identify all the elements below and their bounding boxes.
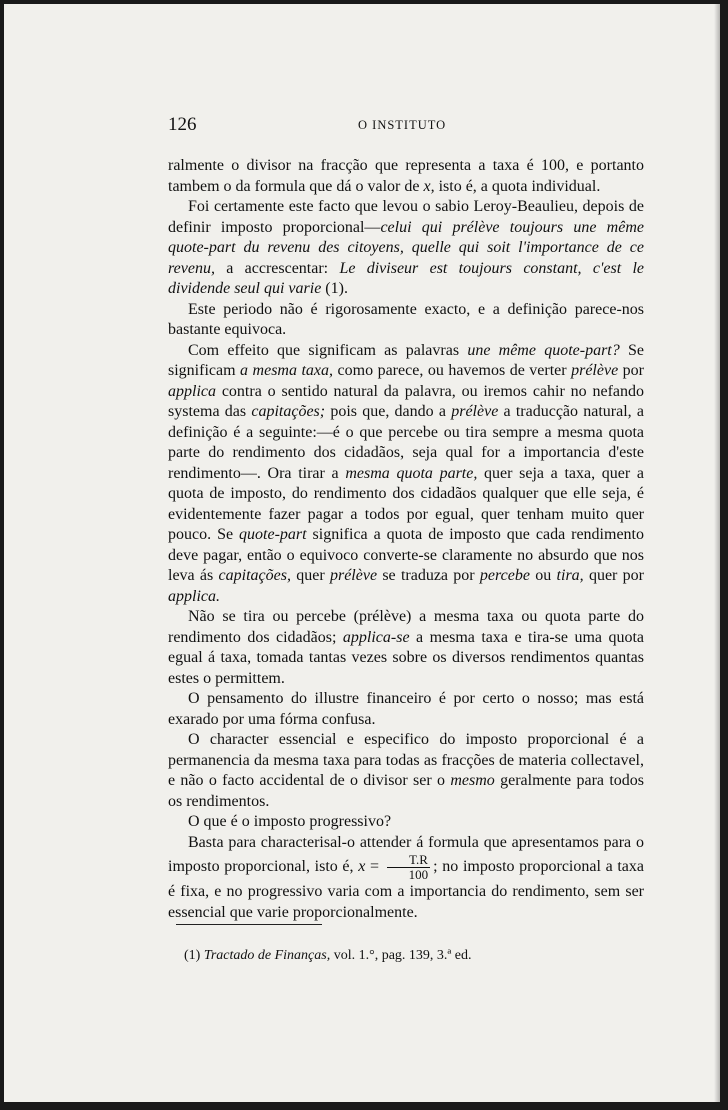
text-run: Não se tira ou percebe (prélève) a mesma taxa ou quota parte do rendimento dos cidadãos;: [168, 608, 644, 646]
italic-text: prélève: [451, 403, 499, 420]
text-run: como parece, ou havemos de verter: [333, 362, 572, 379]
text-run: quer por: [583, 567, 644, 584]
text-run: ralmente o divisor na fracção que representa a taxa é 100, e portanto tambem o da formula que dá o valor de: [168, 157, 644, 195]
text-run: =: [365, 858, 384, 876]
text-run: Com effeito que significam as palavras: [188, 341, 468, 359]
paragraph: [168, 730, 644, 812]
text-run: O character essencial e especifico do imposto proporcional é a permanencia da mesma taxa para todas as fracções de materia collectavel, e não o facto accidental de o divisor ser o: [168, 731, 644, 789]
italic-text: applica.: [168, 587, 220, 605]
scanned-page: [4, 4, 720, 1102]
text-run: a mesma taxa e tira-se uma quota egual á taxa, tomada tantas vezes sobre os diversos rendimentos quantas estes o permittem.: [168, 628, 644, 687]
footnote-marker: (1): [184, 948, 201, 963]
body-text: [168, 156, 644, 923]
paragraph: [168, 833, 644, 924]
italic-text: prélève: [329, 567, 378, 584]
text-run: isto é, a quota individual.: [434, 177, 601, 195]
italic-text: a mesma taxa,: [240, 362, 334, 379]
text-run: geralmente para todos os rendimentos.: [168, 772, 644, 810]
italic-text: quote-part: [239, 526, 307, 543]
italic-text: capitações;: [251, 403, 326, 420]
text-run: Foi certamente este facto que levou o sabio Leroy-Beaulieu, depois de definir imposto proporcional—: [168, 198, 644, 236]
italic-text: capitações,: [218, 567, 291, 584]
footnote-divider: [176, 924, 322, 925]
text-run: (1).: [321, 280, 348, 297]
italic-text: applica-se: [342, 628, 410, 646]
text-run: se traduza por: [377, 567, 480, 584]
running-title: O INSTITUTO: [358, 118, 447, 132]
text-run: Basta para characterisal-o attender á formula que apresentamos para o imposto proporcional, isto é,: [168, 833, 644, 876]
italic-text: percebe: [479, 567, 530, 584]
text-run: ; no imposto proporcional a taxa é fixa, e no progressivo varia com a importancia do rendimento, sem ser essencial que varie proporcionalmente.: [168, 858, 645, 921]
italic-text: x: [358, 858, 366, 876]
text-run: por: [618, 362, 644, 379]
paragraph: [168, 197, 644, 300]
footnote-title: Tractado de Finanças,: [203, 948, 331, 963]
text-run: ou: [529, 567, 557, 584]
paragraph: [168, 689, 644, 730]
text-run: Este periodo não é rigorosamente exacto, e a definição parece-nos bastante equivoca.: [168, 300, 644, 338]
page-header: [168, 114, 644, 138]
page-number: 126: [168, 114, 197, 135]
text-run: a traducção natural, a definição é a seguinte:—é o que percebe ou tira sempre a mesma quota parte do rendimento dos cidadãos, seja qual for a importancia d'este rendimento—. Ora tirar a: [168, 403, 645, 482]
paragraph: [168, 300, 644, 341]
footnote-reference: vol. 1.°, pag. 139, 3.ª ed.: [333, 948, 472, 963]
italic-text: tira,: [556, 567, 584, 584]
formula-fraction: [387, 853, 431, 882]
paragraph: [168, 607, 644, 689]
paragraph: [168, 812, 644, 833]
paragraph: [168, 156, 644, 197]
fraction-numerator: T.R: [387, 853, 431, 868]
text-run: quer seja a taxa, quer a quota de imposto, do rendimento dos cidadãos qualquer que elle seja, é evidentemente fazer pagar a todos por egual, quer tenham muito quer pouco. Se: [168, 464, 645, 543]
italic-text: une même quote-part?: [467, 341, 620, 359]
italic-text: applica: [168, 382, 216, 400]
text-run: a accrescentar:: [214, 259, 340, 277]
italic-text: mesma quota parte,: [345, 464, 478, 482]
text-run: Se significam: [168, 341, 645, 379]
text-run: O que é o imposto progressivo?: [188, 813, 392, 830]
text-run: O pensamento do illustre financeiro é por certo o nosso; mas está exarado por uma fórma confusa.: [168, 690, 644, 728]
fraction-denominator: 100: [408, 867, 429, 882]
italic-text: Le diviseur est toujours constant, c'est le dividende seul qui varie: [168, 259, 644, 297]
italic-text: celui qui prélève toujours une même quote-part du revenu des citoyens, quelle qui soit l'importance de ce revenu,: [168, 218, 644, 277]
text-run: quer: [290, 567, 330, 584]
text-run: significa a quota de imposto que cada rendimento deve pagar, então o equivoco converte-se claramente no absurdo que nos leva ás: [168, 526, 644, 584]
italic-text: x,: [423, 177, 435, 195]
paragraph: [168, 341, 644, 608]
text-run: pois que, dando a: [325, 403, 452, 420]
footnote: [184, 948, 644, 964]
italic-text: mesmo: [450, 772, 495, 789]
italic-text: prélève: [571, 362, 619, 379]
text-run: contra o sentido natural da palavra, ou iremos cahir no nefando systema das: [168, 382, 644, 420]
page-edge-shadow: [714, 4, 720, 1102]
